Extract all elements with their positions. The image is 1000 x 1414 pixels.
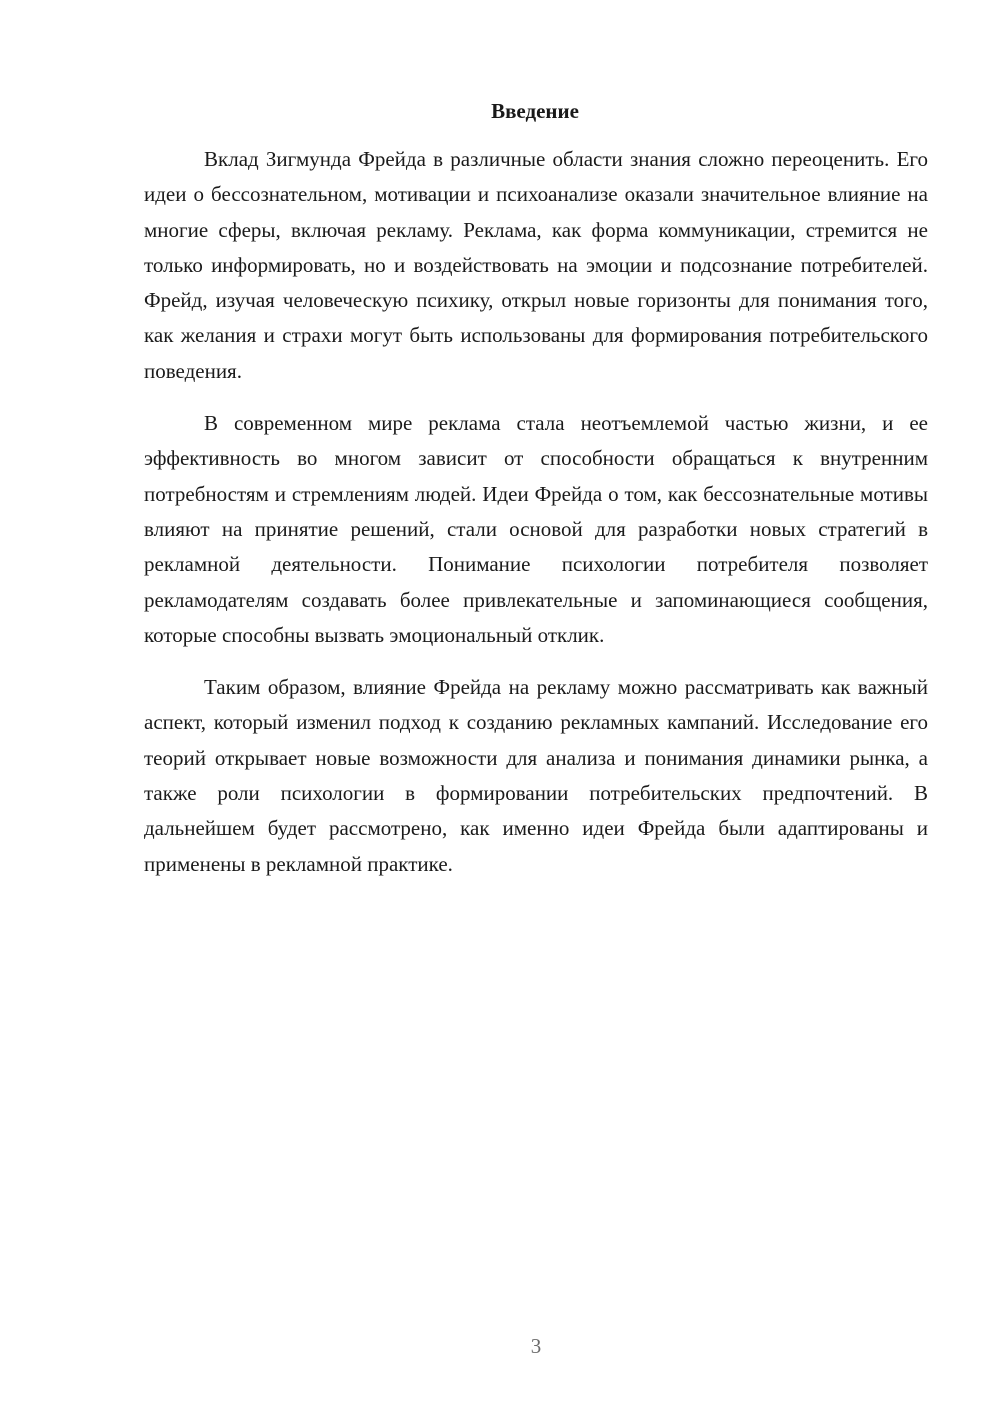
page-number: 3 — [530, 1334, 542, 1358]
paragraph-3: Таким образом, влияние Фрейда на рекламу можно рассматривать как важный аспект, который изменил подход к созданию рекламных кампаний. Исследование его теорий открывает новые возможности для анализа и понимания динамики рынка, а также роли психологии в формировании потребительских предпочтений. В дальнейшем будет рассмотрено, как именно идеи Фрейда были адаптированы и применены в рекламной практике. — [144, 675, 928, 876]
paragraph-2: В современном мире реклама стала неотъемлемой частью жизни, и ее эффективность во многом зависит от способности обращаться к внутренним потребностям и стремлениям людей. Идеи Фрейда о том, как бессознательные мотивы влияют на принятие решений, стали основой для разработки новых стратегий в рекламной деятельности. Понимание психологии потребителя позволяет рекламодателям создавать более привлекательные и запоминающиеся сообщения, которые способны вызвать эмоциональный отклик. — [144, 411, 928, 647]
paragraph-1: Вклад Зигмунда Фрейда в различные области знания сложно переоценить. Его идеи о бессознательном, мотивации и психоанализе оказали значительное влияние на многие сферы, включая рекламу. Реклама, как форма коммуникации, стремится не только информировать, но и воздействовать на эмоции и подсознание потребителей. Фрейд, изучая человеческую психику, открыл новые горизонты для понимания того, как желания и страхи могут быть использованы для формирования потребительского поведения. — [144, 147, 928, 383]
body-text — [144, 142, 928, 882]
section-title: Введение — [491, 99, 579, 123]
